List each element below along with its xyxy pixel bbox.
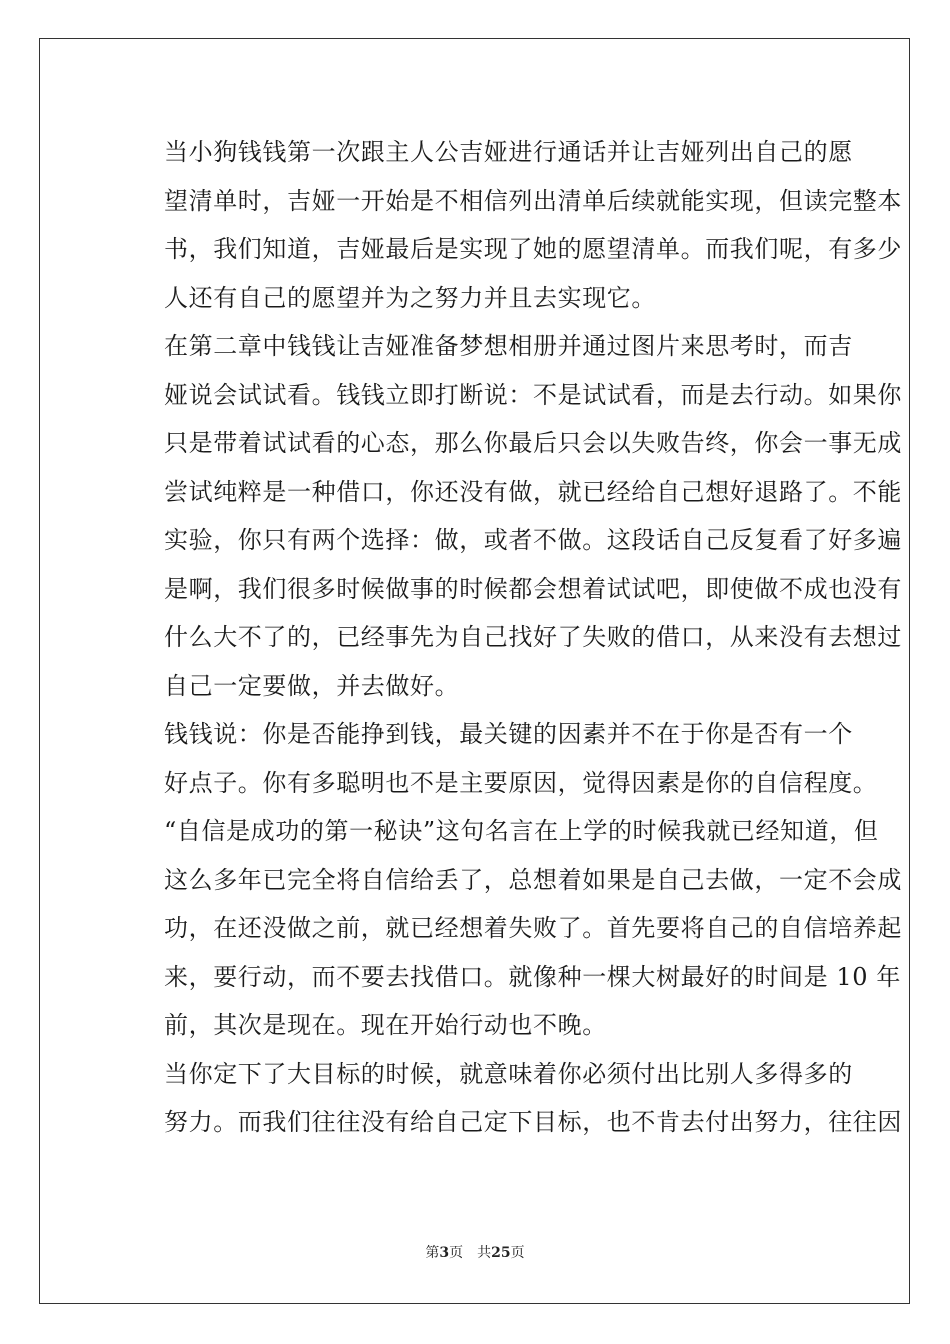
text-line: 这么多年已完全将自信给丢了，总想着如果是自己去做，一定不会成 bbox=[164, 865, 902, 894]
total-page-number: 25 bbox=[491, 1245, 511, 1261]
text-line: 人还有自己的愿望并为之努力并且去实现它。 bbox=[164, 283, 656, 312]
text-line: 尝试纯粹是一种借口，你还没有做，就已经给自己想好退路了。不能 bbox=[164, 477, 902, 506]
text-line: 来，要行动，而不要去找借口。就像种一棵大树最好的时间是 10 年 bbox=[164, 962, 901, 991]
text-line: 前，其次是现在。现在开始行动也不晚。 bbox=[164, 1011, 607, 1039]
footer-middle: 页 共 bbox=[449, 1245, 492, 1261]
paragraph-4 bbox=[116, 1050, 902, 1147]
text-line: “自信是成功的第一秘诀”这句名言在上学的时候我就已经知道，但 bbox=[164, 817, 879, 845]
paragraph-3 bbox=[116, 710, 902, 1050]
text-line: 自己一定要做，并去做好。 bbox=[164, 671, 460, 700]
current-page-number: 3 bbox=[439, 1245, 450, 1261]
text-line: 钱钱说：你是否能挣到钱，最关键的因素并不在于你是否有一个 bbox=[164, 720, 853, 748]
paragraph-1 bbox=[116, 128, 902, 322]
page-footer bbox=[0, 1242, 950, 1262]
document-body bbox=[116, 128, 902, 1147]
text-line: 只是带着试试看的心态，那么你最后只会以失败告终，你会一事无成 bbox=[164, 429, 902, 457]
text-line: 什么大不了的，已经事先为自己找好了失败的借口，从来没有去想过 bbox=[164, 623, 902, 651]
text-line: 实验，你只有两个选择：做，或者不做。这段话自己反复看了好多遍 bbox=[164, 526, 902, 554]
text-line: 功，在还没做之前，就已经想着失败了。首先要将自己的自信培养起 bbox=[164, 914, 902, 942]
text-line: 当小狗钱钱第一次跟主人公吉娅进行通话并让吉娅列出自己的愿 bbox=[164, 138, 853, 166]
text-line: 望清单时，吉娅一开始是不相信列出清单后续就能实现，但读完整本 bbox=[164, 186, 902, 215]
paragraph-2 bbox=[116, 322, 902, 710]
text-line: 书，我们知道，吉娅最后是实现了她的愿望清单。而我们呢，有多少 bbox=[164, 235, 902, 263]
text-line: 当你定下了大目标的时候，就意味着你必须付出比别人多得多的 bbox=[164, 1059, 853, 1088]
text-line: 在第二章中钱钱让吉娅准备梦想相册并通过图片来思考时，而吉 bbox=[164, 332, 853, 360]
footer-suffix: 页 bbox=[510, 1245, 525, 1261]
footer-prefix: 第 bbox=[425, 1245, 440, 1261]
text-line: 是啊，我们很多时候做事的时候都会想着试试吧，即使做不成也没有 bbox=[164, 574, 902, 603]
text-line: 娅说会试试看。钱钱立即打断说：不是试试看，而是去行动。如果你 bbox=[164, 380, 902, 409]
text-line: 好点子。你有多聪明也不是主要原因，觉得因素是你的自信程度。 bbox=[164, 768, 878, 797]
text-line: 努力。而我们往往没有给自己定下目标，也不肯去付出努力，往往因 bbox=[164, 1108, 902, 1136]
